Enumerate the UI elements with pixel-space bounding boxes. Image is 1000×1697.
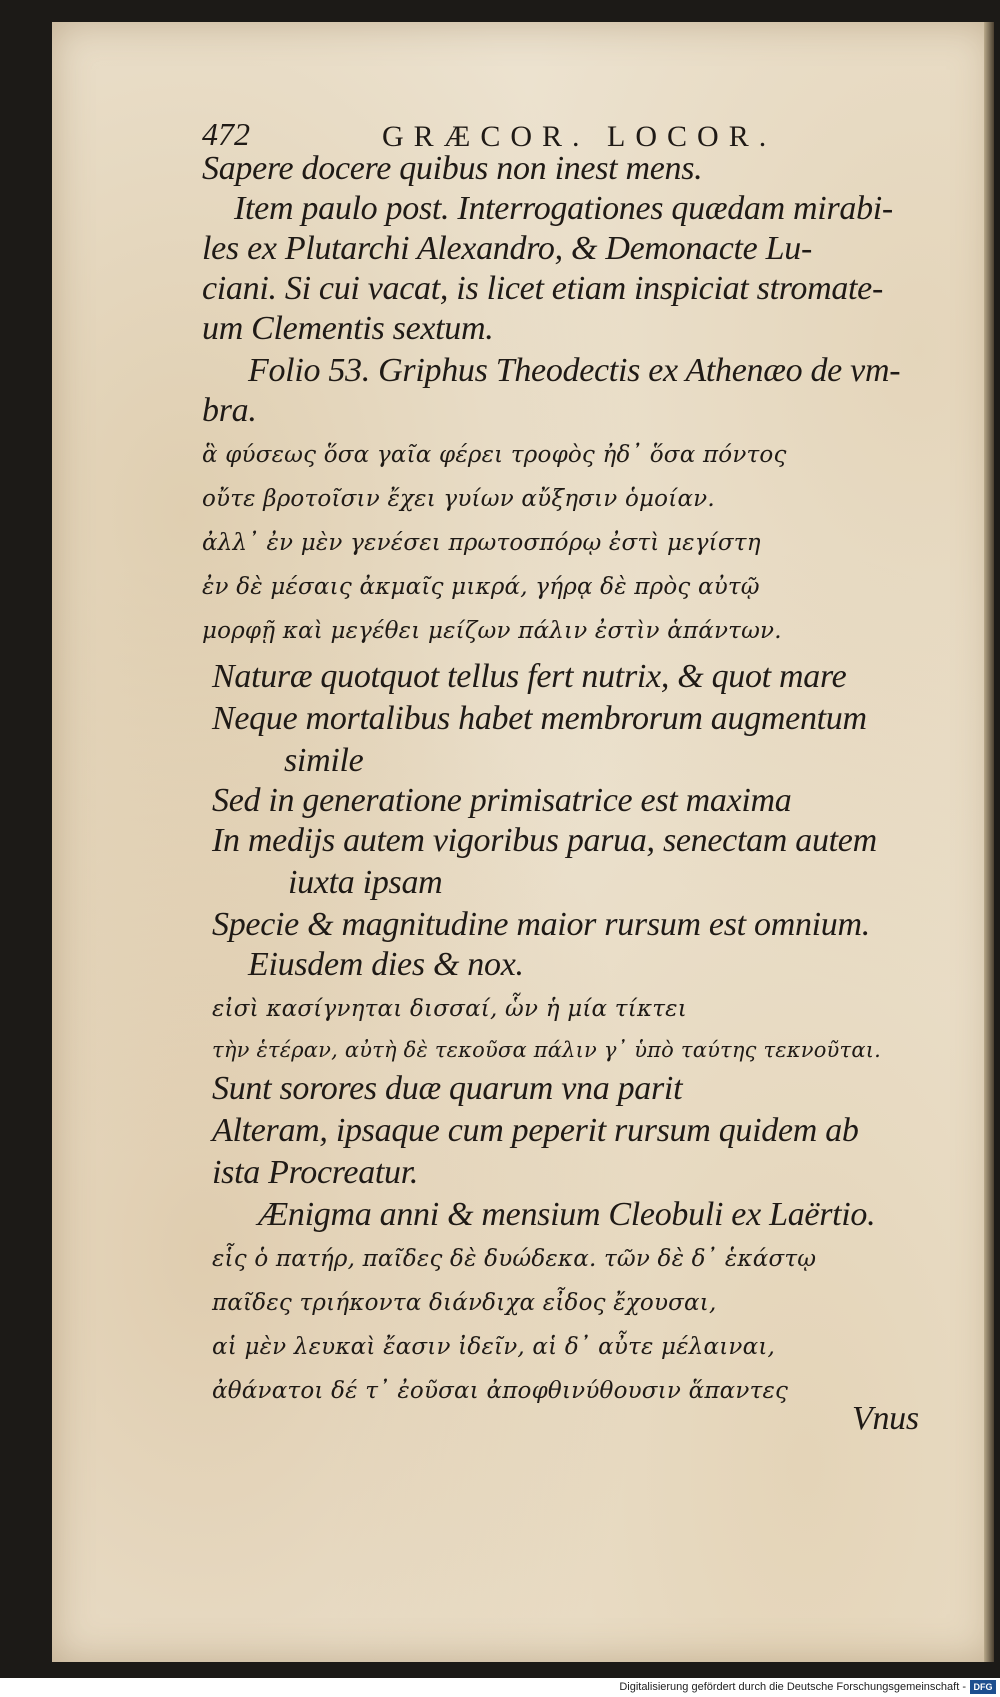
text-line: Specie & magnitudine maior rursum est omnium.	[212, 906, 870, 943]
greek-verse-line: ἀλλ᾽ ἐν μὲν γενέσει πρωτοσπόρῳ ἐστὶ μεγίστη	[202, 530, 761, 556]
greek-verse-line: παῖδες τριήκοντα διάνδιχα εἶδος ἔχουσαι,	[212, 1290, 717, 1316]
text-line: Ænigma anni & mensium Cleobuli ex Laërtio.	[258, 1196, 876, 1233]
text-line: bra.	[202, 392, 257, 429]
greek-verse-line: αἱ μὲν λευκαὶ ἔασιν ἰδεῖν, αἱ δ᾽ αὖτε μέλαιναι,	[212, 1334, 776, 1360]
text-line: ista Procreatur.	[212, 1154, 419, 1191]
text-line: um Clementis sextum.	[202, 310, 494, 347]
text-line: In medijs autem vigoribus parua, senectam autem	[212, 822, 877, 859]
greek-verse-line: μορφῇ καὶ μεγέθει μείζων πάλιν ἐστὶν ἁπάντων.	[202, 618, 782, 644]
text-line: Sed in generatione primisatrice est maxima	[212, 782, 792, 819]
greek-verse-line: ἀθάνατοι δέ τ᾽ ἐοῦσαι ἀποφθινύθουσιν ἅπαντες	[212, 1378, 789, 1404]
page-gutter-edge	[984, 22, 994, 1662]
greek-verse-line: εἰσὶ κασίγνηται δισσαί, ὧν ἡ μία τίκτει	[212, 996, 687, 1022]
text-line: les ex Plutarchi Alexandro, & Demonacte Lu-	[202, 230, 812, 267]
text-line: Alteram, ipsaque cum peperit rursum quidem ab	[212, 1112, 859, 1149]
text-line: Naturæ quotquot tellus fert nutrix, & quot mare	[212, 658, 847, 695]
greek-verse-line: ἐν δὲ μέσαις ἀκμαῖς μικρά, γήρᾳ δὲ πρὸς αὐτῷ	[202, 574, 760, 600]
text-line: Folio 53. Griphus Theodectis ex Athenæo de vm-	[248, 352, 901, 389]
greek-verse-line: οὔτε βροτοῖσιν ἔχει γυίων αὔξησιν ὁμοίαν.	[202, 486, 715, 512]
text-line: Neque mortalibus habet membrorum augmentum	[212, 700, 867, 737]
page-number: 472	[202, 116, 250, 152]
book-page	[52, 22, 994, 1662]
greek-verse-line: τὴν ἑτέραν, αὐτὴ δὲ τεκοῦσα πάλιν γ᾽ ὑπὸ ταύτης τεκνοῦται.	[212, 1038, 882, 1062]
greek-verse-line: εἷς ὁ πατήρ, παῖδες δὲ δυώδεκα. τῶν δὲ δ᾽ ἑκάστῳ	[212, 1246, 817, 1272]
text-line: iuxta ipsam	[288, 864, 443, 901]
catchword: Vnus	[852, 1400, 919, 1437]
greek-verse-line: ἃ φύσεως ὅσα γαῖα φέρει τροφὸς ἠδ᾽ ὅσα πόντος	[202, 442, 787, 468]
text-line: Eiusdem dies & nox.	[248, 946, 524, 983]
text-line: simile	[284, 742, 364, 779]
running-head: GRÆCOR. LOCOR.	[382, 120, 777, 153]
text-line: ciani. Si cui vacat, is licet etiam inspiciat stromate-	[202, 270, 883, 307]
text-line: Sunt sorores duæ quarum vna parit	[212, 1070, 683, 1107]
text-line: Item paulo post. Interrogationes quædam mirabi-	[234, 190, 893, 227]
text-line: Sapere docere quibus non inest mens.	[202, 150, 703, 187]
dfg-logo-icon[interactable]: DFG	[970, 1680, 996, 1694]
funding-credit: Digitalisierung gefördert durch die Deutsche Forschungsgemeinschaft -	[619, 1681, 966, 1693]
digitization-footer	[0, 1678, 1000, 1697]
